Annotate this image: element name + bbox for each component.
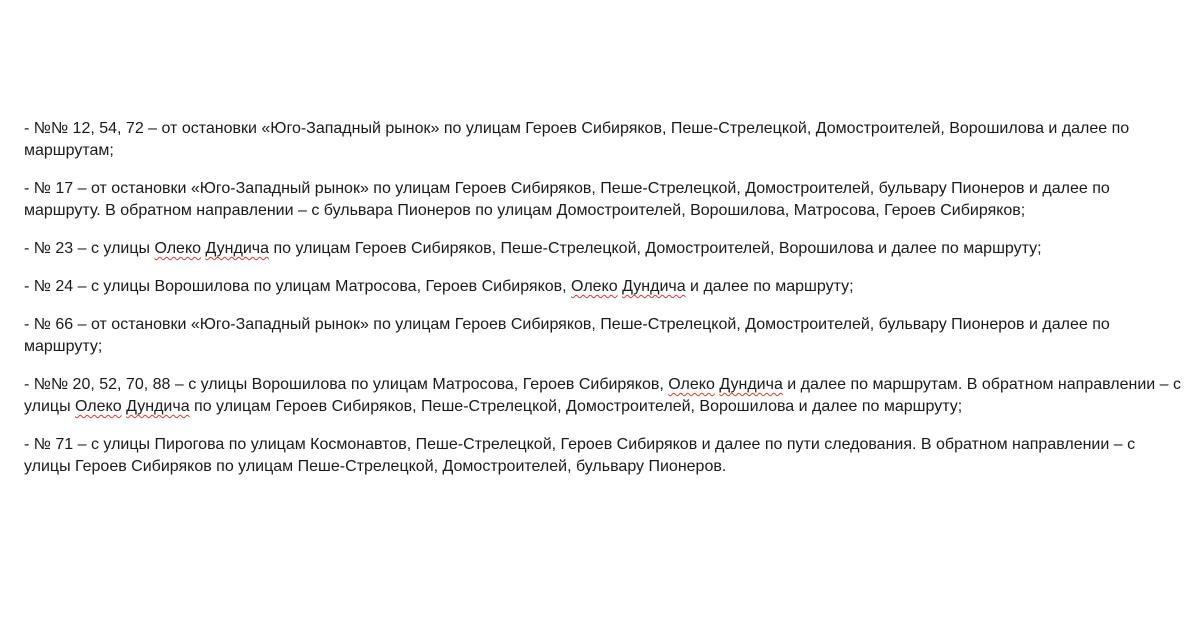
spellcheck-flagged-word[interactable]: Дундича xyxy=(719,376,783,393)
route-paragraph xyxy=(24,118,1184,162)
route-paragraph xyxy=(24,276,1184,298)
spellcheck-flagged-word[interactable]: Дундича xyxy=(205,240,270,257)
paragraph-text: - № 66 – от остановки «Юго-Западный рынок» по улицам Героев Сибиряков, Пеше-Стрелецкой, Домостроителей, бульвару Пионеров и далее по маршруту; xyxy=(24,316,1110,355)
route-paragraph xyxy=(24,314,1184,358)
paragraph-text: - №№ 20, 52, 70, 88 – с улицы Ворошилова по улицам Матросова, Героев Сибиряков, xyxy=(24,376,669,393)
spellcheck-flagged-word[interactable]: Дундича xyxy=(622,278,686,295)
route-paragraph xyxy=(24,238,1184,260)
route-paragraph xyxy=(24,434,1184,478)
spellcheck-flagged-word[interactable]: Олеко xyxy=(154,240,202,257)
paragraph-text: - № 17 – от остановки «Юго-Западный рынок» по улицам Героев Сибиряков, Пеше-Стрелецкой, Домостроителей, бульвару Пионеров и далее по маршруту. В обратном направлении – с бульвара Пионеров по улицам Домостроителей, Ворошилова, Матросова, Героев Сибиряков; xyxy=(24,180,1110,219)
paragraph-text: - № 24 – с улицы Ворошилова по улицам Матросова, Героев Сибиряков, xyxy=(24,278,572,295)
route-paragraph xyxy=(24,178,1184,222)
spellcheck-flagged-word[interactable]: Олеко xyxy=(571,278,618,295)
route-paragraph xyxy=(24,374,1184,418)
paragraph-text: и далее по маршруту; xyxy=(685,278,854,295)
paragraph-text: - № 71 – с улицы Пирогова по улицам Космонавтов, Пеше-Стрелецкой, Героев Сибиряков и далее по пути следования. В обратном направлении – с улицы Героев Сибиряков по улицам Пеше-Стрелецкой, Домостроителей, бульвару Пионеров. xyxy=(24,436,1136,475)
paragraph-text: - № 23 – с улицы xyxy=(24,240,155,257)
paragraph-text: и далее по маршрутам. В обратном направлении – с улицы xyxy=(24,376,1181,415)
paragraph-text: - №№ 12, 54, 72 – от остановки «Юго-Западный рынок» по улицам Героев Сибиряков, Пеше-Стрелецкой, Домостроителей, Ворошилова и далее по маршрутам; xyxy=(24,120,1130,159)
spellcheck-flagged-word[interactable]: Олеко xyxy=(668,376,715,393)
document-body xyxy=(24,118,1184,494)
spellcheck-flagged-word[interactable]: Олеко xyxy=(75,398,122,415)
paragraph-text: по улицам Героев Сибиряков, Пеше-Стрелецкой, Домостроителей, Ворошилова и далее по маршруту; xyxy=(189,398,963,415)
spellcheck-flagged-word[interactable]: Дундича xyxy=(126,398,190,415)
paragraph-text: по улицам Героев Сибиряков, Пеше-Стрелецкой, Домостроителей, Ворошилова и далее по маршруту; xyxy=(269,240,1042,257)
